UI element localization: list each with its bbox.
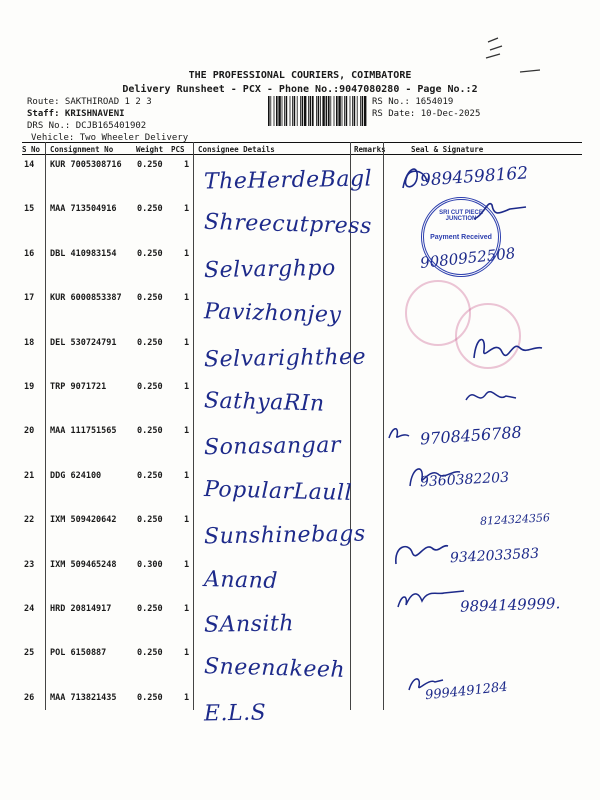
row-consignment-no: IXM 509465248 — [50, 559, 117, 570]
row-weight: 0.250 — [137, 470, 163, 481]
col-consignee: Consignee Details — [198, 145, 275, 154]
vehicle-label: Vehicle: Two Wheeler Delivery — [31, 133, 189, 143]
row-sno: 20 — [24, 426, 35, 437]
row-pcs: 1 — [184, 648, 190, 659]
signature-scribble — [404, 460, 464, 490]
row-consignment-no: DEL 530724791 — [50, 337, 117, 348]
barcode-bar — [268, 96, 270, 126]
barcode-bar — [302, 96, 304, 126]
row-consignment-no: KUR 7005308716 — [50, 160, 122, 170]
row-sno: 16 — [24, 248, 35, 259]
barcode-bar — [286, 96, 288, 126]
row-sno: 25 — [24, 648, 35, 659]
row-weight: 0.300 — [137, 559, 163, 570]
row-signature-phone: 9360382203 — [419, 469, 510, 491]
row-consignee-handwritten: Pavizhonjey — [203, 299, 342, 328]
row-sno: 24 — [24, 604, 35, 614]
row-consignee-handwritten: SAnsith — [203, 611, 295, 638]
barcode-bar — [338, 96, 340, 126]
company-name: THE PROFESSIONAL COURIERS, COIMBATORE — [188, 70, 412, 81]
pen-scribble — [470, 32, 550, 82]
barcode-bar — [330, 96, 331, 126]
col-divider — [45, 142, 46, 710]
row-sno: 18 — [24, 337, 35, 348]
row-weight: 0.250 — [137, 648, 163, 659]
row-consignee-handwritten: E.L.S — [203, 700, 267, 727]
row-weight: 0.250 — [137, 248, 163, 259]
row-consignee-handwritten: Selvarighthee — [203, 344, 367, 373]
row-weight: 0.250 — [137, 604, 163, 614]
col-pcs: PCS — [171, 145, 185, 154]
row-pcs: 1 — [184, 559, 190, 570]
row-sno: 17 — [24, 293, 35, 304]
col-sno: S No — [22, 145, 41, 154]
row-sno: 19 — [24, 382, 35, 392]
row-consignee-handwritten: Sunshinebags — [203, 521, 366, 550]
barcode-bar — [362, 96, 364, 126]
table-top-rule — [22, 142, 582, 143]
stamp-top-text: SRI CUT PIECE JUNCTION — [439, 210, 483, 222]
row-pcs: 1 — [184, 337, 190, 348]
barcode-bar — [312, 96, 314, 126]
barcode-bar — [328, 96, 330, 126]
row-consignment-no: HRD 20814917 — [50, 604, 112, 614]
barcode-bar — [297, 96, 298, 126]
row-signature-phone: 9994491284 — [424, 679, 509, 704]
row-consignment-no: DDG 624100 — [50, 470, 102, 481]
row-sno: 23 — [24, 559, 35, 570]
barcode-bar — [346, 96, 348, 126]
row-weight: 0.250 — [137, 692, 163, 703]
barcode-bar — [334, 96, 335, 126]
drs-number: DRS No.: DCJB165401902 — [27, 121, 147, 131]
barcode-bar — [322, 96, 324, 126]
barcode-bar — [290, 96, 291, 126]
row-pcs: 1 — [184, 426, 190, 437]
barcode-bar — [282, 96, 283, 126]
barcode-bar — [270, 96, 271, 126]
row-consignment-no: POL 6150887 — [50, 648, 107, 659]
row-sno: 21 — [24, 470, 35, 481]
row-weight: 0.250 — [137, 160, 163, 170]
row-signature-phone: 9708456788 — [419, 422, 523, 449]
barcode-bar — [300, 96, 301, 126]
signature-scribble — [405, 672, 445, 696]
col-weight: Weight — [136, 145, 164, 154]
row-weight: 0.250 — [137, 382, 163, 392]
barcode-bar — [357, 96, 358, 126]
row-consignee-handwritten: Sonasangar — [203, 433, 342, 461]
row-consignment-no: MAA 713821435 — [50, 692, 117, 703]
table-header-rule — [22, 154, 582, 155]
row-pcs: 1 — [184, 293, 190, 304]
row-consignee-handwritten: TheHerdeBagl — [203, 166, 373, 195]
row-consignee-handwritten: Anand — [203, 566, 279, 594]
row-pcs: 1 — [184, 248, 190, 259]
barcode-bar — [350, 96, 351, 126]
barcode — [268, 96, 368, 126]
row-consignee-handwritten: PopularLaull — [203, 476, 353, 506]
barcode-bar — [354, 96, 356, 126]
row-consignment-no: IXM 509420642 — [50, 515, 117, 526]
row-consignment-no: MAA 111751565 — [50, 426, 117, 437]
row-weight: 0.250 — [137, 515, 163, 526]
row-sno: 26 — [24, 692, 35, 703]
signature-scribble — [460, 380, 520, 410]
stamp-mid-text: Payment Received — [430, 234, 492, 241]
barcode-bar — [284, 96, 285, 126]
row-signature-phone: 9894149999. — [459, 594, 561, 616]
signature-scribble — [470, 195, 530, 225]
row-pcs: 1 — [184, 470, 190, 481]
col-remarks: Remarks — [354, 145, 386, 154]
row-consignment-no: KUR 6000853387 — [50, 293, 122, 304]
runsheet-subtitle: Delivery Runsheet - PCX - Phone No.:9047080280 - Page No.:2 — [122, 84, 478, 95]
signature-scribble — [392, 585, 468, 615]
col-seal-signature: Seal & Signature — [411, 145, 484, 154]
row-pcs: 1 — [184, 604, 190, 614]
row-consignment-no: DBL 410983154 — [50, 248, 117, 259]
row-signature-phone: 9894598162 — [419, 163, 529, 191]
barcode-bar — [336, 96, 338, 126]
row-consignment-no: TRP 9071721 — [50, 382, 107, 392]
row-weight: 0.250 — [137, 426, 163, 437]
col-consignment: Consignment No — [50, 145, 114, 154]
barcode-bar — [274, 96, 275, 126]
barcode-bar — [308, 96, 309, 126]
barcode-bar — [278, 96, 280, 126]
col-divider — [193, 142, 194, 710]
barcode-bar — [320, 96, 321, 126]
route-label: Route: SAKTHIROAD 1 2 3 — [27, 97, 152, 107]
barcode-bar — [292, 96, 293, 126]
row-signature-phone: 9342033583 — [449, 545, 540, 567]
barcode-bar — [342, 96, 343, 126]
row-consignee-handwritten: SathyaRIn — [203, 388, 325, 417]
row-pcs: 1 — [184, 692, 190, 703]
row-consignee-handwritten: Selvarghpo — [203, 255, 336, 283]
barcode-bar — [304, 96, 306, 126]
row-pcs: 1 — [184, 515, 190, 526]
row-signature-phone: 9080952508 — [419, 244, 517, 272]
row-weight: 0.250 — [137, 204, 163, 215]
col-divider — [383, 142, 384, 710]
row-pcs: 1 — [184, 204, 190, 215]
row-consignee-handwritten: Shreecutpress — [203, 210, 373, 240]
rs-number: RS No.: 1654019 — [372, 97, 454, 107]
barcode-bar — [318, 96, 320, 126]
row-consignee-handwritten: Sneenakeeh — [203, 654, 346, 684]
signature-scribble — [385, 422, 415, 442]
row-sno: 15 — [24, 204, 35, 215]
rs-date: RS Date: 10-Dec-2025 — [372, 109, 481, 119]
barcode-bar — [352, 96, 353, 126]
row-consignment-no: MAA 713504916 — [50, 204, 117, 215]
row-weight: 0.250 — [137, 293, 163, 304]
barcode-bar — [310, 96, 312, 126]
signature-scribble — [395, 160, 435, 200]
barcode-bar — [276, 96, 278, 126]
row-signature-phone: 8124324356 — [479, 511, 551, 528]
row-sno: 22 — [24, 515, 35, 526]
barcode-bar — [316, 96, 317, 126]
staff-label: Staff: KRISHNAVENI — [27, 109, 125, 119]
barcode-bar — [360, 96, 361, 126]
signature-scribble — [390, 538, 450, 572]
signature-scribble — [468, 328, 548, 368]
row-pcs: 1 — [184, 160, 190, 170]
barcode-bar — [364, 96, 366, 126]
row-weight: 0.250 — [137, 337, 163, 348]
row-pcs: 1 — [184, 382, 190, 392]
barcode-bar — [294, 96, 296, 126]
barcode-bar — [326, 96, 328, 126]
barcode-bar — [344, 96, 345, 126]
row-sno: 14 — [24, 160, 35, 170]
